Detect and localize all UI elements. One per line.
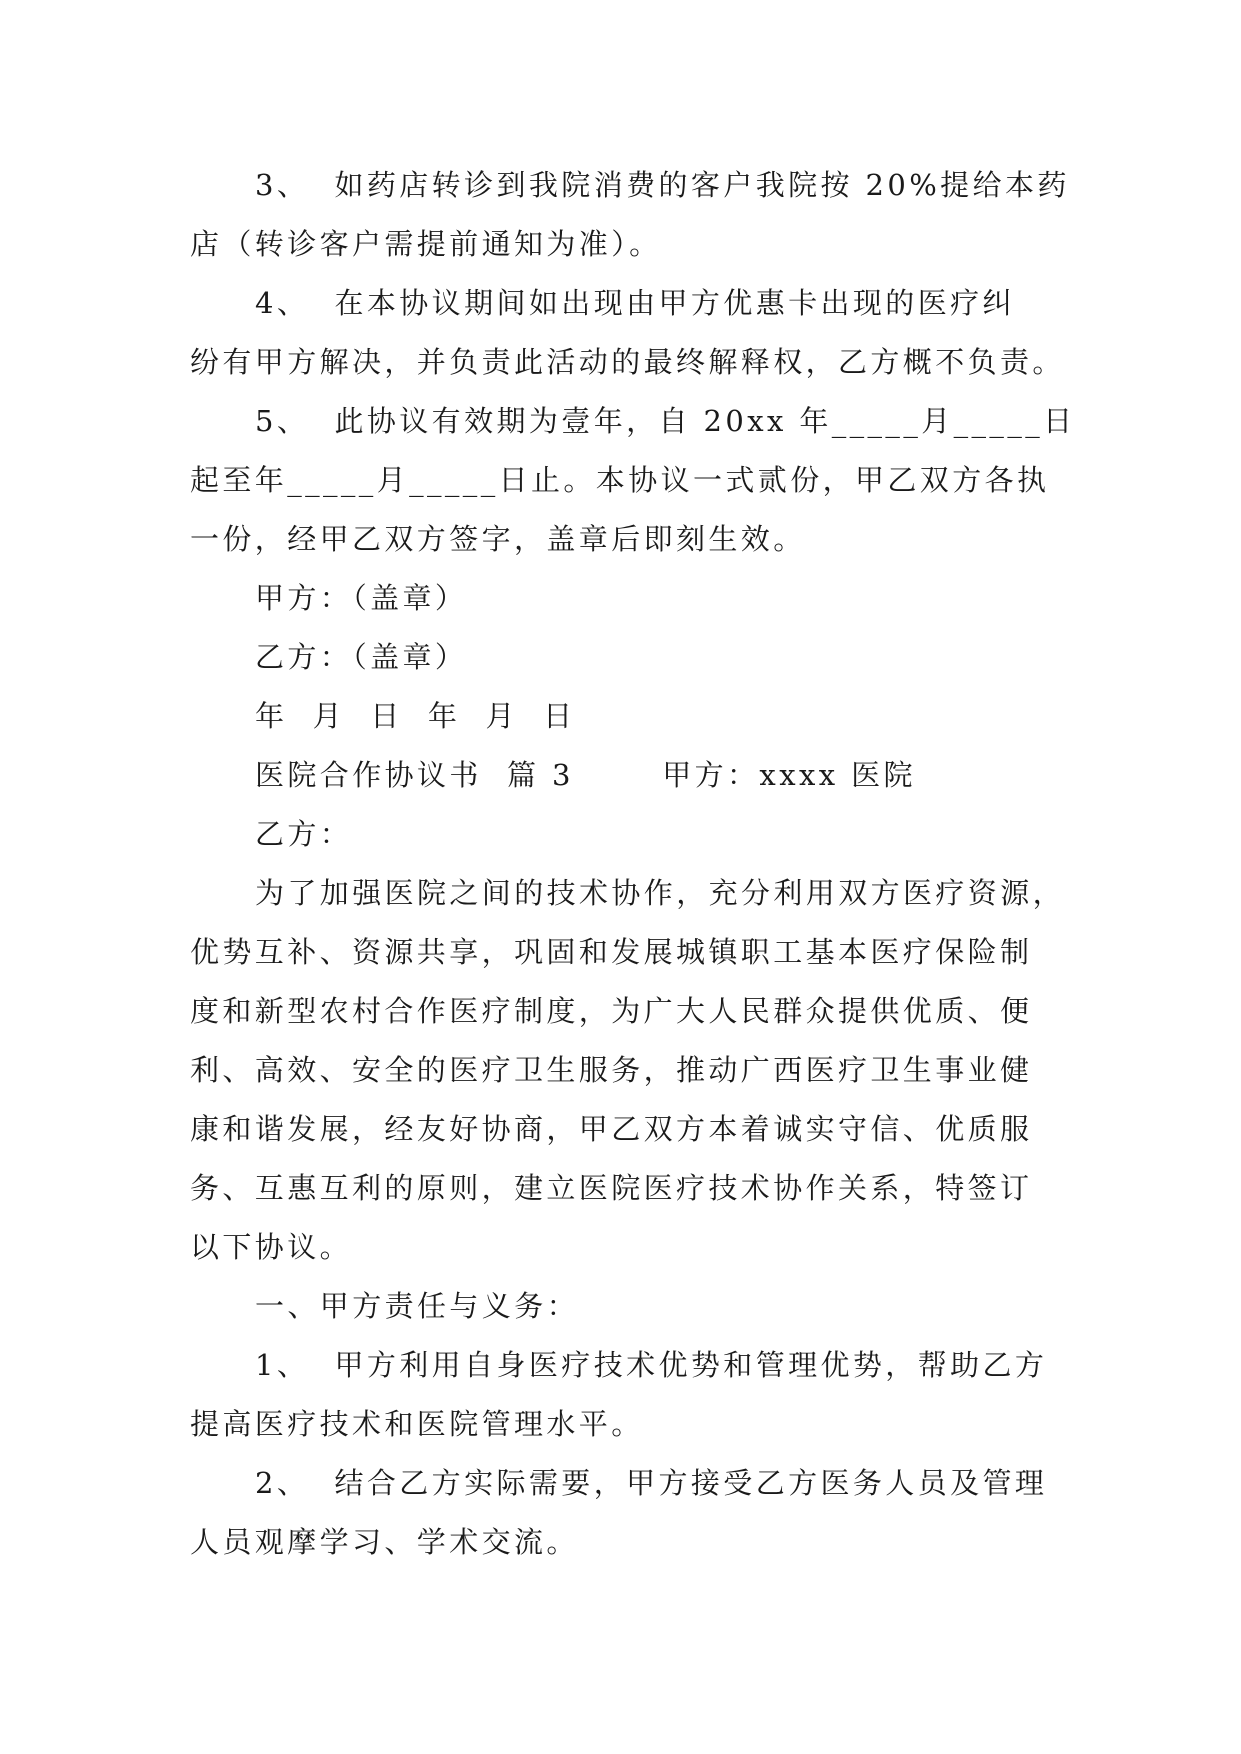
party-a-seal: 甲方：（盖章）	[255, 581, 468, 615]
duty-1-line-1: 1、 甲方利用自身医疗技术优势和管理优势，帮助乙方	[255, 1348, 1048, 1382]
preamble-line-6: 务、互惠互利的原则，建立医院医疗技术协作关系，特签订	[190, 1171, 1033, 1205]
preamble-line-4: 利、高效、安全的医疗卫生服务，推动广西医疗卫生事业健	[190, 1053, 1033, 1087]
heading-party-a-duties: 一、甲方责任与义务：	[255, 1289, 580, 1323]
clause-3-line-1: 3、 如药店转诊到我院消费的客户我院按 20%提给本药	[255, 168, 1070, 202]
duty-2-line-2: 人员观摩学习、学术交流。	[190, 1525, 579, 1559]
clause-5-line-1: 5、 此协议有效期为壹年，自 20xx 年_____月_____日	[255, 404, 1076, 438]
party-b-label: 乙方：	[255, 817, 353, 851]
preamble-line-1: 为了加强医院之间的技术协作，充分利用双方医疗资源，	[255, 876, 1066, 910]
clause-5-line-3: 一份，经甲乙双方签字，盖章后即刻生效。	[190, 522, 806, 556]
clause-4-line-2: 纷有甲方解决，并负责此活动的最终解释权，乙方概不负责。	[190, 345, 1065, 379]
preamble-line-7: 以下协议。	[190, 1230, 353, 1264]
preamble-line-5: 康和谐发展，经友好协商，甲乙双方本着诚实守信、优质服	[190, 1112, 1033, 1146]
duty-1-line-2: 提高医疗技术和医院管理水平。	[190, 1407, 644, 1441]
signature-date: 年 月 日 年 月 日	[255, 699, 576, 733]
section-title: 医院合作协议书 篇 3 甲方：xxxx 医院	[255, 758, 916, 792]
clause-3-line-2: 店（转诊客户需提前通知为准）。	[190, 227, 662, 261]
preamble-line-3: 度和新型农村合作医疗制度，为广大人民群众提供优质、便	[190, 994, 1033, 1028]
clause-5-line-2: 起至年_____月_____日止。本协议一式贰份，甲乙双方各执	[190, 463, 1050, 497]
party-b-seal: 乙方：（盖章）	[255, 640, 468, 674]
preamble-line-2: 优势互补、资源共享，巩固和发展城镇职工基本医疗保险制	[190, 935, 1033, 969]
clause-4-line-1: 4、 在本协议期间如出现由甲方优惠卡出现的医疗纠	[255, 286, 1015, 320]
duty-2-line-1: 2、 结合乙方实际需要，甲方接受乙方医务人员及管理	[255, 1466, 1048, 1500]
